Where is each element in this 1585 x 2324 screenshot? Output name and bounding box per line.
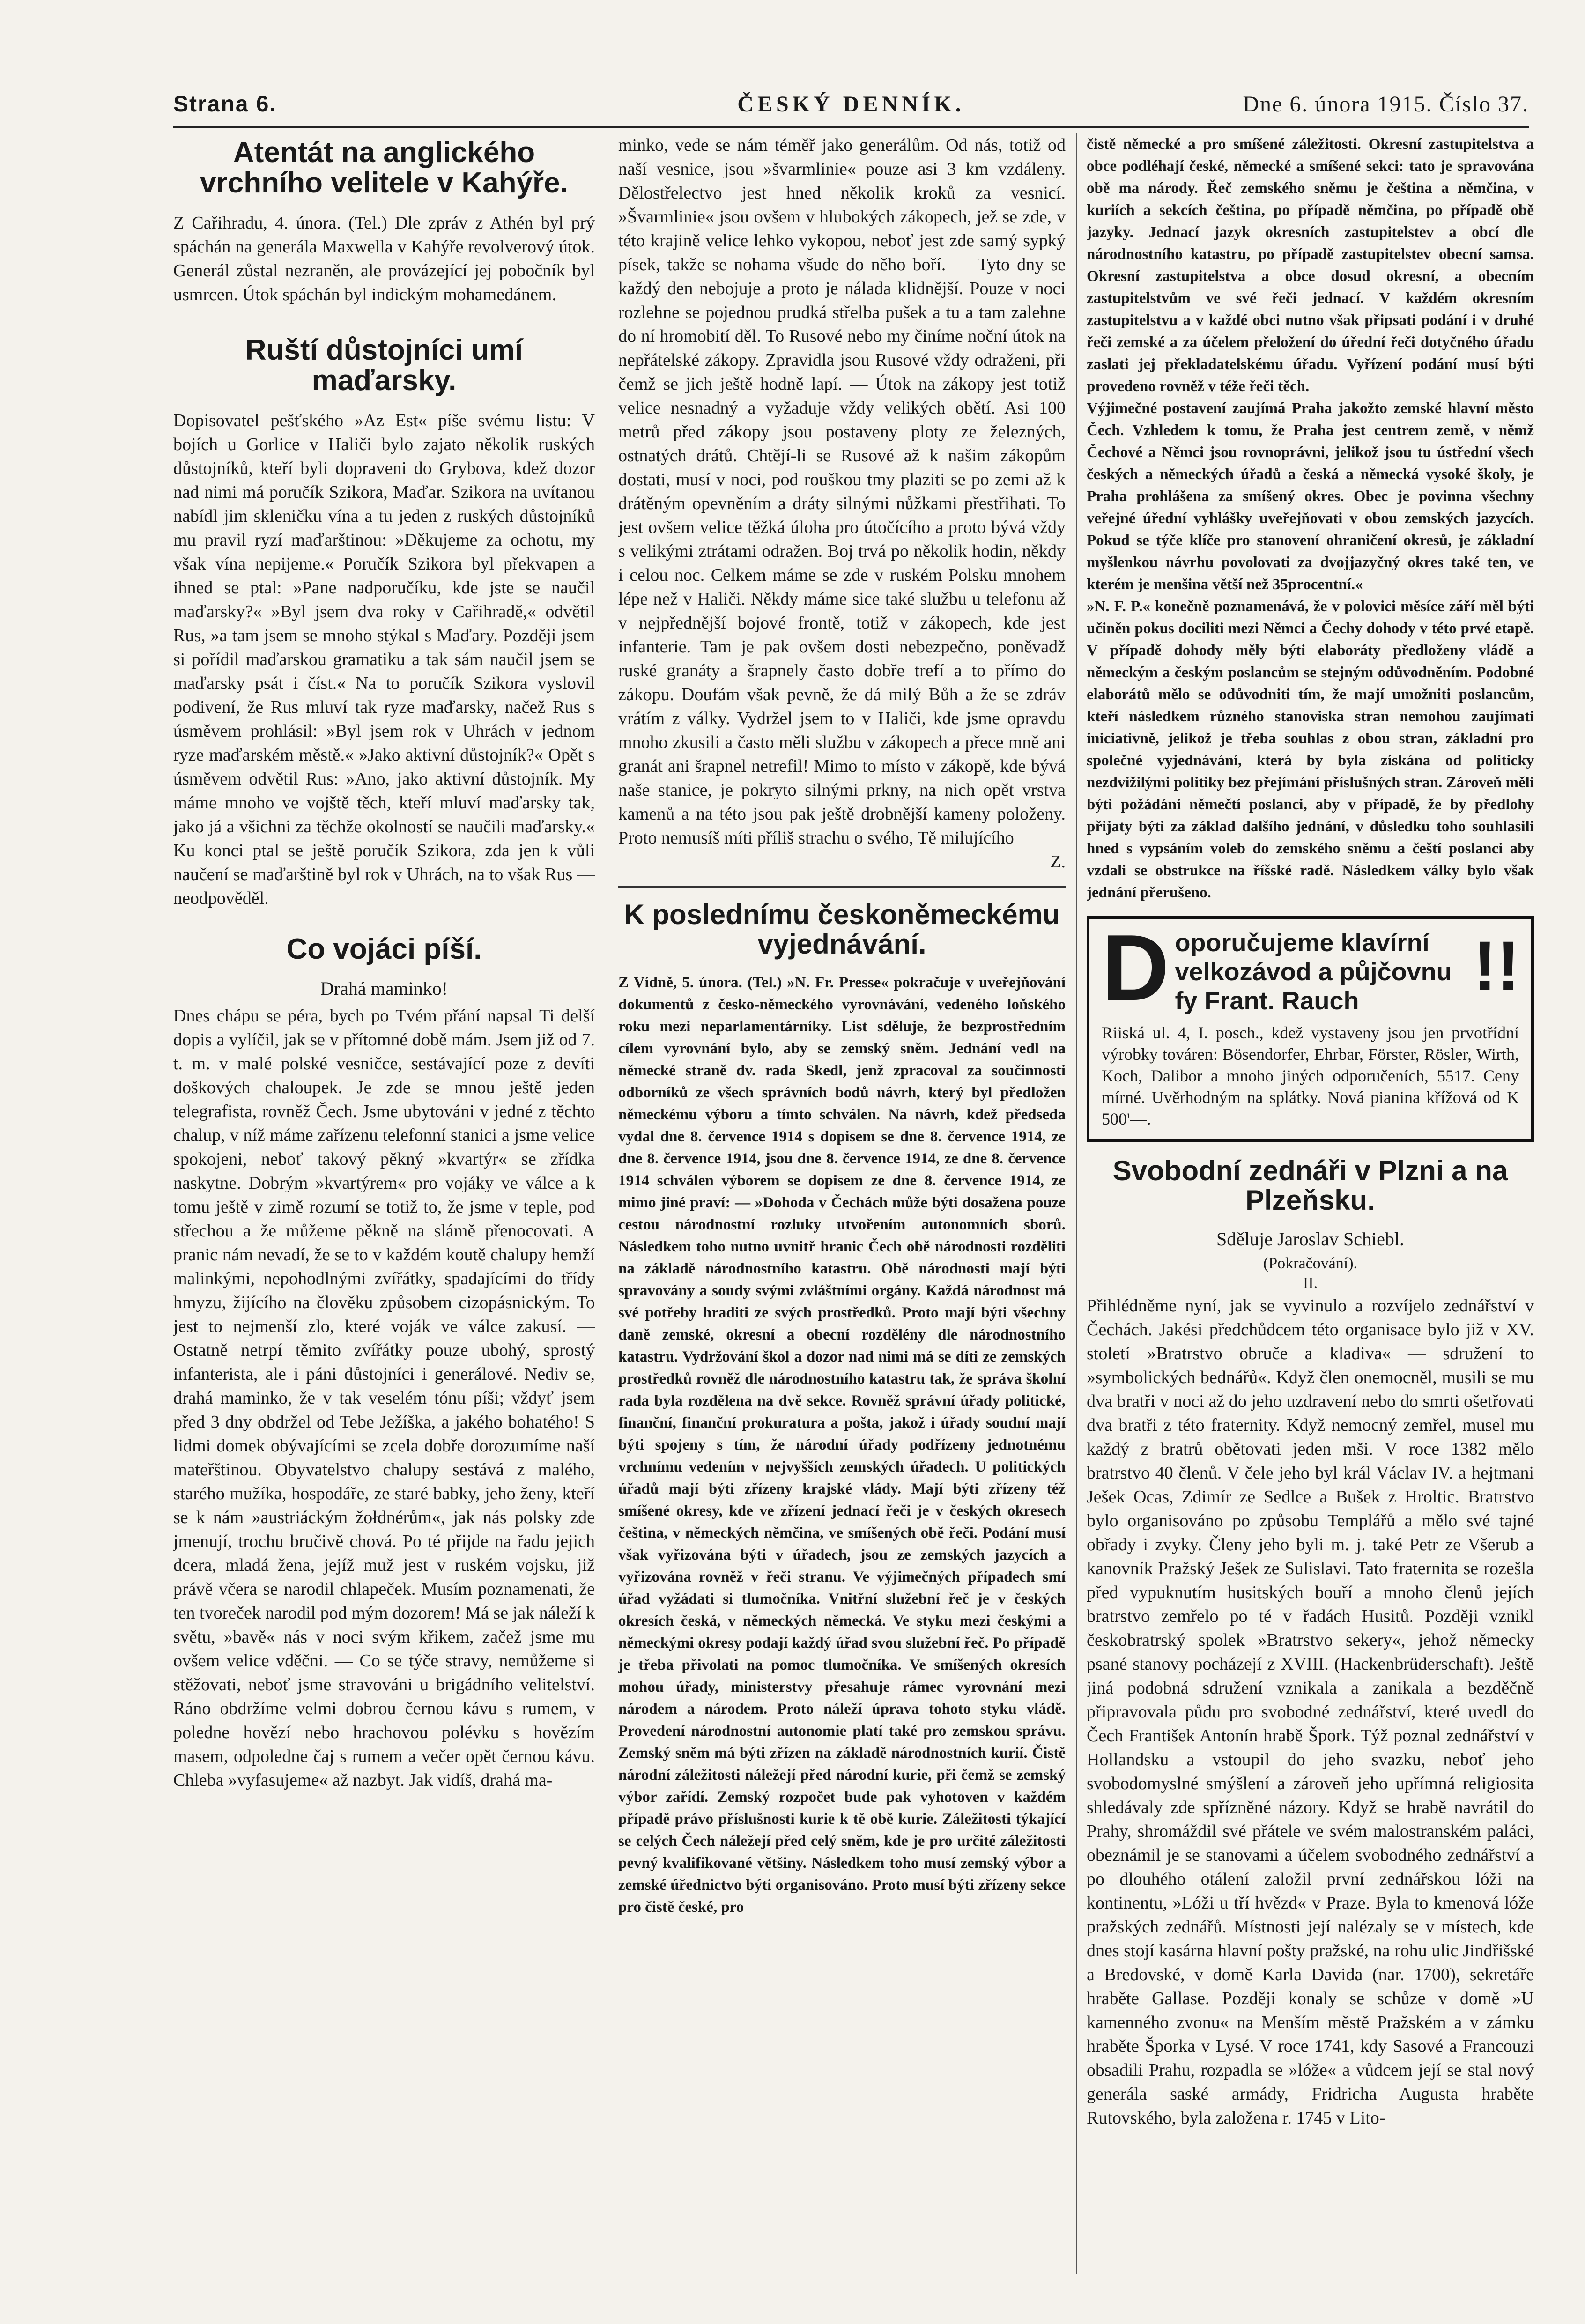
- ad-text: Riiská ul. 4, I. posch., kdež vystaveny jsou jen prvotřídní výrobky továren: Bösendorfer, Ehrbar, Förster, Rösler, Wirth, Koch, Dalibor a mnoho jiných odporučeních, 5517. Ceny mírné. Uvěrhodným na splátky. Nová pianina křížová od K 500'—.: [1102, 1023, 1519, 1128]
- ad-exclamation: !!: [1473, 926, 1520, 1005]
- article-letter-continued: minko, vede se nám téměř jako generálům. Od nás, totiž od naší vesnice, jsou »švarmlinie« pouze asi 3 km vzdáleny. Dělostřelectvo jest hned několik kroků za vesnicí. »Švarmlinie« jsou ovšem v hlubokých zákopech, jež se zde, v této krajině velice lehko vykopou, neboť jest zde samý sypký písek, takže se nohama všude do něho boří. — Tyto dny se každý den nebojuje a proto je nálada klidnější. Pouze v noci rozlehne se pojednou prudká střelba pušek a tu a tam zalehne do ní hromobití děl. To Rusové nebo my činíme noční útok na nepřátelské zákopy. Zpravidla jsou Rusové vždy odraženi, při čemž se jich ještě hodně lapí. — Útok na zákopy jest totiž velice nesnadný a vyžaduje vždy velikých obětí. Asi 100 metrů před zákopy jsou postaveny ploty ze železných, ostnatých drátů. Chtějí-li se Rusové až k našim zákopům dostati, musí v noci, pod rouškou tmy plaziti se po zemi až k drátěným opevněním a dráty silnými nůžkami přestřihati. To jest ovšem velice těžká úloha pro útočícího a proto bývá vždy s velikými ztrátami odražen. Boj trvá po několik hodin, někdy i celou noc. Celkem máme se zde v ruském Polsku mnohem lépe než v Haliči. Někdy máme sice také službu u telefonu až v nejpřednější bojové frontě, totiž v zákopech, kde jest infanterie. Tam je pak ovšem dosti nebezpečno, poněvadž ruské granáty a šrapnely často dobře trefí a to přímo do zákopu. Doufám však pevně, že dá milý Bůh a že se zdráv vrátím z války. Vydržel jsem to v Haliči, kde jsme opravdu mnoho zkusili a často měli službu v zákopech a přece mně ani granát ani šrapnel netrefil! Mimo to místo v zákopě, kde bývá naše stanice, je pokryto silnými prkny, na nich opět vrstva kamenů a na této jsou pak ještě drobnější kameny položeny. Proto nemusíš míti příliš strachu o svého, Tě milujícího: [618, 135, 1066, 848]
- article-vyjednavani-continued-3: »N. F. P.« konečně poznamenává, že v polovici měsíce září měl býti učiněn pokus dociliti mezi Němci a Čechy dohody v této prvé etapě. V případě dohody měly býti elaboráty předloženy vládě a německým a českým poslancům se stejným odůvodněním. Podobné elaborátů mělo se odůvodniti tím, že mají umožniti poslancům, kteří následkem různého stanoviska stran nemohou zaujímati iniciativně, jelikož je třeba souhlas z obou stran, základní pro společné vyjednávání, která by byla získána od politicky nezdvižilými politiky bez přejímání příslušných stran. Zároveň měli býti požádáni němečtí poslanci, aby v případě, že by předlohy přijaty býti za základ dalšího jednání, v důsledku toho souhlasili hned s vypsáním voleb do zemského sněmu a čeští poslanci aby vzdali se obstrukce na říšské radě. Následkem války bylo však jednání přerušeno.: [1087, 598, 1534, 901]
- ad-initial-letter: D: [1102, 916, 1170, 1020]
- page-header: [173, 91, 1529, 124]
- column-2: [618, 133, 1066, 2274]
- issue-date: Dne 6. února 1915. Číslo 37.: [1243, 92, 1529, 117]
- advertisement-rauch: [1087, 916, 1534, 1142]
- article-rusti-dustojnici: Dopisovatel pešťského »Az Est« píše svému listu: V bojích u Gorlice v Haliči bylo zajato několik ruských důstojníků, kteří byli dopraveni do Grybova, kdež dozor nad nimi má poručík Szikora, Maďar. Szikora na uvítanou nabídl jim skleničku vína a tu jeden z ruských důstojníků mu pravil ryzí maďarštinou: »Děkujeme za ochotu, my však vína nepijeme.« Poručík Szikora byl překvapen a ihned se ptal: »Pane nadporučíku, kde jste se naučil maďarsky?« »Byl jsem dva roky v Cařihradě,« odvětil Rus, »a tam jsem se mnoho stýkal s Maďary. Později jsem si pořídil maďarskou gramatiku a tak sám naučil jsem se maďarsky psát i číst.« Na to poručík Szikora vyslovil podivení, že Rus mluví tak ryze maďarsky, načež Rus s úsměvem prohlásil: »Byl jsem rok v Uhrách v jednom ryze maďarském městě.« »Jako aktivní důstojník?« Opět s úsměvem odvětil Rus: »Ano, jako aktivní důstojník. My máme mnoho ve vojště těch, kteří mluví maďarsky tak, jako já a všichni za těchže okolností se naučili maďarsky.« Ku konci ptal se ještě poručík Szikora, zda jen k vůli naučení se maďarštině byl rok v Uhrách, na to však Rus — neodpověděl.: [173, 411, 595, 909]
- masthead-title: ČESKÝ DENNÍK.: [737, 92, 965, 117]
- column-3: [1087, 133, 1534, 2274]
- column-1: [173, 133, 595, 2274]
- article-svobodni-zednari: Přihlédněme nyní, jak se vyvinulo a rozvíjelo zednářství v Čechách. Jakési předchůdcem této organisace bylo již v XV. století »Bratrstvo obruče a kladiva« — sdružení to »symbolických bednářů«. Když člen onemocněl, musili se mu dva bratři v noci až do jeho uzdravení nebo do smrti ošetřovati dva bratři z této fraternity. Když nemocný zemřel, musel mu každý z bratrů obětovati jeden mši. V roce 1382 mělo bratrstvo 40 členů. V čele jeho byl král Václav IV. a hejtmani Ješek Ocas, Zdimír ze Sedlce a Bušek z Hroltic. Bratrstvo bylo organisováno po způsobu Templářů a mělo své tajné obřady i zvyky. Členy jeho byli m. j. také Petr ze Všerub a kanovník Pražský Ješek ze Sulislavi. Tato fraternita se rozešla před vypuknutím husitských bouří a mnoho členů jejích bratrstvo zemřelo po té v řadách Husitů. Později vznikl českobratrský spolek »Bratrstvo sekery«, jehož německy psané stanovy pocházejí z XVIII. (Hackenbrüderschaft). Ještě jiná podobná sdružení vznikala a zanikala a bezděčně připravovala půdu pro svobodné zednářství, které uvedl do Čech František Antonín hrabě Špork. Týž poznal zednářství v Hollandsku a vstoupil do jeho svazku, neboť jeho svobodomyslné smýšlení a zároveň jeho upřímná religiosita shledávaly zde spřízněné názory. Když se hrabě navrátil do Prahy, shromáždil své přátele ve svém malostranském paláci, obeznámil je se stanovami a účelem svobodného zednářství a po dlouhého otálení založil první zednářskou lóži na kontinentu, »Lóži u tří hvězd« v Praze. Byla to kmenová lóže pražských zednářů. Místnosti její nalézaly se v místech, kde dnes stojí kasárna hlavní pošty pražské, na rohu ulic Jindřišské a Bredovské, v domě Karla Davida (nar. 1700), sekretáře hraběte Gallase. Později konaly se schůze v domě »U kamenného zvonu« na Menším městě Pražském a v zámku hraběte Šporka v Lysé. V roce 1741, kdy Sasové a Francouzi obsadili Prahu, rozpadla se »lóže« a vůdcem její se stal nový generála saské armády, Fridricha Augusta hraběte Rutovského, byla založena r. 1745 v Lito-: [1087, 1296, 1534, 2128]
- column-divider-2: [1076, 133, 1077, 2274]
- headline-atentat: Atentát na anglického vrchního velitele v Kahýře.: [200, 136, 568, 200]
- article-atentat: Z Cařihradu, 4. února. (Tel.) Dle zpráv z Athén byl prý spáchán na generála Maxwella v Kahýře revolverový útok. Generál zůstal nezraněn, ale provázející jej pobočník byl usmrcen. Útok spáchán byl indickým mohamedánem.: [173, 213, 595, 305]
- headline-co-vojaci-pisi: Co vojáci píší.: [286, 933, 482, 966]
- headline-svobodni-zednari: Svobodní zednáři v Plzni a na Plzeňsku.: [1112, 1155, 1508, 1216]
- headline-vyjednavani: K poslednímu českoněmeckému vyjednávání.: [624, 899, 1060, 960]
- page-number: Strana 6.: [173, 92, 277, 117]
- article-vyjednavani: Z Vídně, 5. února. (Tel.) »N. Fr. Presse« pokračuje v uveřejňování dokumentů z česko-německého vyrovnávání, vedeného loňského roku mezi neparlamentárníky. List sděluje, že bezprostředním cílem vyrovnání bylo, aby se zemský sněm. Jednání vedl na německé straně dv. rada Skedl, jenž zpracoval za součinnosti odborníků ze všech správních bodů návrh, který byl předložen německému výboru a tímto schválen. Na návrh, kdež předseda vydal dne 8. července 1914 s dopisem se dne 8. července 1914, ze dne 8. července 1914, jsou dne 8. července 1914, ze dne 8. července 1914 schválen výborem se dopisem ze dne 8. července 1914, ze mimo jiné praví: — »Dohoda v Čechách může býti dosažena pouze cestou národnostní rozluky utvořením autonomních sborů. Následkem toho nutno uvnitř hranic Čech obě národnosti rozděliti na základě národnostního katastru. Obě národnosti mají býti spravovány a soudy svými zvláštními orgány. Každá národnost má své potřeby hraditi ze svých prostředků. Proto mají býti všechny daně zemské, okresní a obecní rozdělény dle národnostního katastru. Vydržování škol a dozor nad nimi má se díti ze zemských prostředků rovněž dle národnostního katastru tak, že správa školní rada byla rozdělena na dvě sekce. Rovněž správní úřady politické, finanční, finanční prokuratura a pošta, jakož i úřady soudní mají býti spojeny s tím, že národní úřady podřízeny jednotnému vrchnímu vedením v nejvyšších zemských úřadech. U politických úřadů mají býti zřízeny krajské vlády. Mají býti zřízeny též smíšené okresy, kde ve zřízení jednací řeči je v českých okresech čeština, v německých němčina, ve smíšených obě řeči. Podání musí však vyřizována býti v úřadech, jsou ze zemských jazycích a vyřizována rovněž v řeči stranu. Ve výjimečných případech smí úřad vyžádati si tlumočníka. Vnitřní služební řeč je v českých okresích česká, v německých německá. Ve styku mezi českými a německými okresy podají každý úřad svou služební řeč. Po případě je třeba přivolati na pomoc tlumočníka. Ve smíšených okresích mohou úřady, ministerstvy přesahuje rámec vyrovnání mezi národem a národem. Proto náleží úprava tohoto styku vládě. Provedení národnostní autonomie platí také pro zemskou správu. Zemský sněm má býti zřízen na základě národnostních kurií. Čistě národní záležitosti náležejí před národní kurie, při čemž se zemský výbor zařídí. Zemský rozpočet bude pak vyhotoven v každém případě právo příslušnosti kurie k tě obě kurie. Záležitosti týkající se celých Čech náležejí před celý sněm, kde je pro určité záležitosti pevný kvalifikované většiny. Následkem toho musí zemský výbor a zemské úřednictvo býti organisováno. Proto musí býti zřízeny sekce pro čistě české, pro: [618, 974, 1066, 1916]
- section-number: II.: [1303, 1274, 1318, 1292]
- continued-note: (Pokračování).: [1263, 1255, 1358, 1272]
- letter-salutation: Drahá maminko!: [320, 978, 448, 999]
- letter-signature: Z.: [1050, 852, 1066, 872]
- headline-rusti-dustojnici: Ruští důstojníci umí maďarsky.: [245, 334, 523, 397]
- article-vyjednavani-continued-2: Výjimečné postavení zaujímá Praha jakožto zemské hlavní město Čech. Vzhledem k tomu, že Praha jest centrem země, v němž Čechové a Němci jsou rovnoprávni, jelikož jsou tu ústřední všech českých a německých úřadů a česká a německá vysoké školy, je Praha prohlášena za smíšený okres. Obec je povinna všechny veřejné úřední vyhlášky uveřejňovati v obou zemských jazycích. Pokud se týče klíče pro stanovení ohraničení okresů, je základní myšlenkou návrhu povolovati za dvojjazyčný okres také ten, ve kterém je menšina větší než 35procentní.«: [1087, 400, 1534, 593]
- header-rule: [173, 126, 1529, 128]
- section-rule: [618, 886, 1066, 888]
- article-author: Sděluje Jaroslav Schiebl.: [1216, 1229, 1405, 1250]
- article-vyjednavani-continued-1: čistě německé a pro smíšené záležitosti. Okresní zastupitelstva a obce podléhají české, německé a smíšené sekci: tato je spravována obě ma národy. Řeč zemského sněmu je čeština a němčina, v kuriích a sekcích čeština, po případě němčina, po případě obě jazyky. Jednací jazyk okresních zastupitelstev a obcí dle národnostního katastru, po případě zastupitelstev obecní samsa. Okresní zastupitelstva a obce dosud okresní, a obecním zastupitelstvům ve své řeči jednací. V každém okresním zastupitelstvu a v každé obci nutno však připsati podání i v druhé řeči zemské a za účelem přeložení do úřední řeči dotyčného úřadu zaslati jej překladatelskému úřadu. Vyřízení podání musí býti provedeno rovněž v téže řeči těch.: [1087, 136, 1534, 395]
- ad-title: oporučujeme klavírní velkozávod a půjčovnu fy Frant. Rauch: [1175, 929, 1452, 1015]
- article-co-vojaci-pisi: Dnes chápu se péra, bych po Tvém přání napsal Ti delší dopis a vylíčil, jak se v přítomné době mám. Jsem již od 7. t. m. v malé polské vesničce, sestávající poze z devíti doškových chaloupek. Je zde se mnou ještě jeden telegrafista, rovněž Čech. Jsme ubytováni v jedné z těchto chalup, v níž máme zařízenu telefonní stanici a jsme velice spokojeni, neboť takový pěkný »kvartýr« se zřídka naskytne. Dobrým »kvartýrem« pro vojáky ve válce a k tomu ještě v zimě rozumí se totiž to, že jsme v teple, pod střechou a že můžeme pěkně na slámě přenocovati. A pranic nám nevadí, že se to v každém koutě chalupy hemží malinkými, nepohodlnými zvířátky, spadajícími do třídy hmyzu, žijícího na člověku způsobem cizopásnickým. To jest to nejmenší zlo, které voják ve válce zakusí. — Ostatně netrpí těmito zvířátky pouze ubohý, sprostý infanterista, ale i páni důstojníci i generálové. Nediv se, drahá maminko, že v tak veselém tónu píši; vždyť jsem před 3 dny obdržel od Tebe Ježíška, a jakého bohatého! S lidmi domek obývajícími se zcela dobře dorozumíme naší mateřštinou. Obyvatelstvo chalupy sestává z malého, starého mužíka, hospodáře, ze staré babky, jeho ženy, kteří se k nám »austriáckým žołdnérům«, jak nás polsky zde jmenují, trochu bručivě chová. Po té přijde na řadu jejich dcera, mladá žena, jejíž muž jest v ruském vojsku, již právě včera se narodil chlapeček. Musím poznamenati, že ten tvoreček narodil pod mým dozorem! Má se jak náleží k světu, »bavě« nás v noci svým křikem, začež jsme mu ovšem velice vděčni. — Co se týče stravy, nemůžeme si stěžovati, neboť jsme stravováni u brigádního velitelství. Ráno obdržíme velmi dobrou černou kávu s rumem, v poledne hovězí nebo hrachovou polévku s hovězím masem, odpoledne čaj s rumem a večer opět černou kávu. Chleba »vyfasujeme« až nazbyt. Jak vidíš, drahá ma-: [173, 1006, 595, 1791]
